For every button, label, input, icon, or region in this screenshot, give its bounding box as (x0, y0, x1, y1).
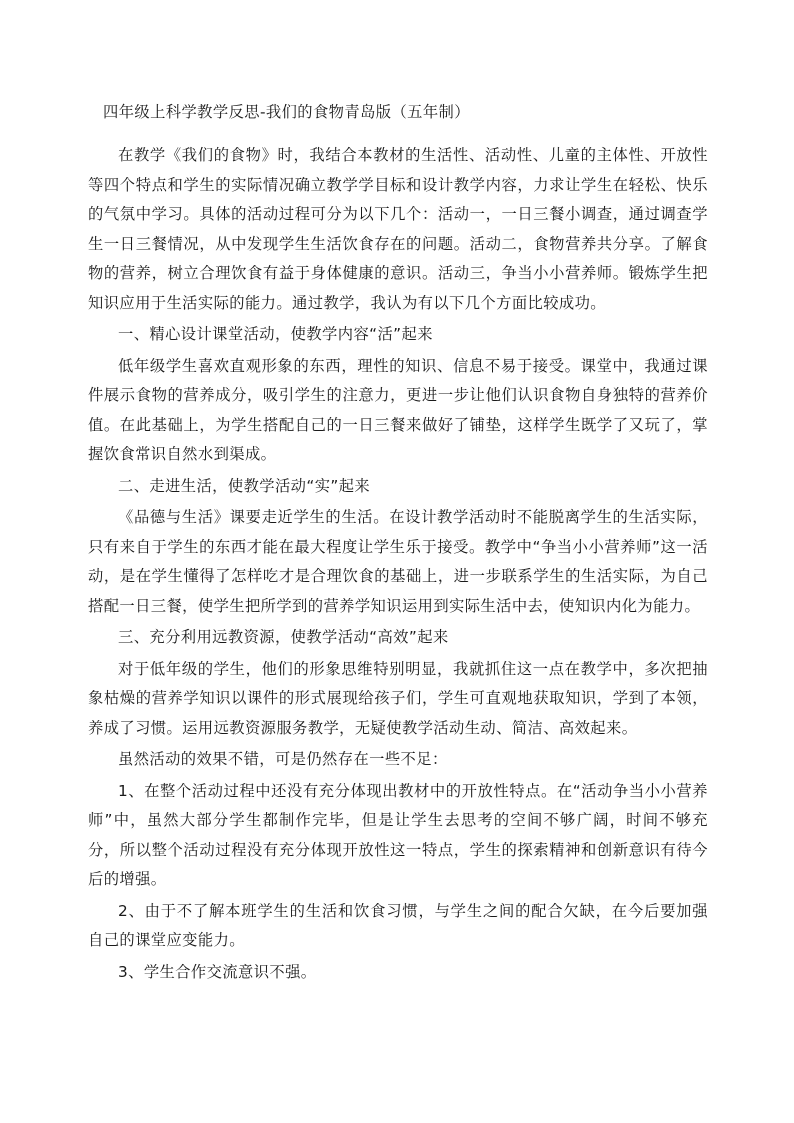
document-title: 四年级上科学教学反思-我们的食物青岛版（五年制） (103, 103, 470, 121)
shortcomings-intro: 虽然活动的效果不错，可是仍然存在一些不足： (118, 750, 448, 768)
section-2-paragraph: 《品德与生活》课要走近学生的生活。在设计教学活动时不能脱离学生的生活实际，只有来自于学生的东西才能在最大程度让学生乐于接受。教学中“争当小小营养师”这一活动，是在学生懂得了怎样吃才是合理饮食的基础上，进一步联系学生的生活实际，为自己搭配一日三餐，使学生把所学到的营养学知识运用到实际生活中去，使知识内化为能力。 (88, 508, 708, 615)
section-1-paragraph: 低年级学生喜欢直观形象的东西，理性的知识、信息不易于接受。课堂中，我通过课件展示食物的营养成分，吸引学生的注意力，更进一步让他们认识食物自身独特的营养价值。在此基础上，为学生搭配自己的一日三餐来做好了铺垫，这样学生既学了又玩了，掌握饮食常识自然水到渠成。 (88, 356, 708, 463)
section-heading-2: 二、走进生活，使教学活动“实”起来 (118, 476, 371, 495)
section-3-paragraph: 对于低年级的学生，他们的形象思维特别明显，我就抓住这一点在教学中，多次把抽象枯燥的营养学知识以课件的形式展现给孩子们，学生可直观地获取知识，学到了本领，养成了习惯。运用远教资源服务教学，无疑使教学活动生动、简洁、高效起来。 (88, 659, 708, 737)
shortcoming-item-3: 3、学生合作交流意识不强。 (118, 962, 317, 981)
section-heading-3: 三、充分利用远教资源，使教学活动“高效”起来 (118, 628, 449, 646)
section-heading-1: 一、精心设计课堂活动，使教学内容“活”起来 (118, 325, 433, 343)
document-body (88, 100, 708, 989)
shortcoming-item-2: 2、由于不了解本班学生的生活和饮食习惯，与学生之间的配合欠缺，在今后要加强自己的课堂应变能力。 (88, 901, 708, 949)
shortcoming-item-1: 1、在整个活动过程中还没有充分体现出教材中的开放性特点。在“活动争当小小营养师”中，虽然大部分学生都制作完毕，但是让学生去思考的空间不够广阔，时间不够充分，所以整个活动过程没有充分体现开放性这一特点，学生的探索精神和创新意识有待今后的增强。 (88, 781, 708, 888)
intro-paragraph: 在教学《我们的食物》时，我结合本教材的生活性、活动性、儿童的主体性、开放性等四个特点和学生的实际情况确立教学学目标和设计教学内容，力求让学生在轻松、快乐的气氛中学习。具体的活动过程可分为以下几个：活动一，一日三餐小调查，通过调查学生一日三餐情况，从中发现学生生活饮食存在的问题。活动二，食物营养共分享。了解食物的营养，树立合理饮食有益于身体健康的意识。活动三，争当小小营养师。锻炼学生把知识应用于生活实际的能力。通过教学，我认为有以下几个方面比较成功。 (88, 146, 708, 312)
